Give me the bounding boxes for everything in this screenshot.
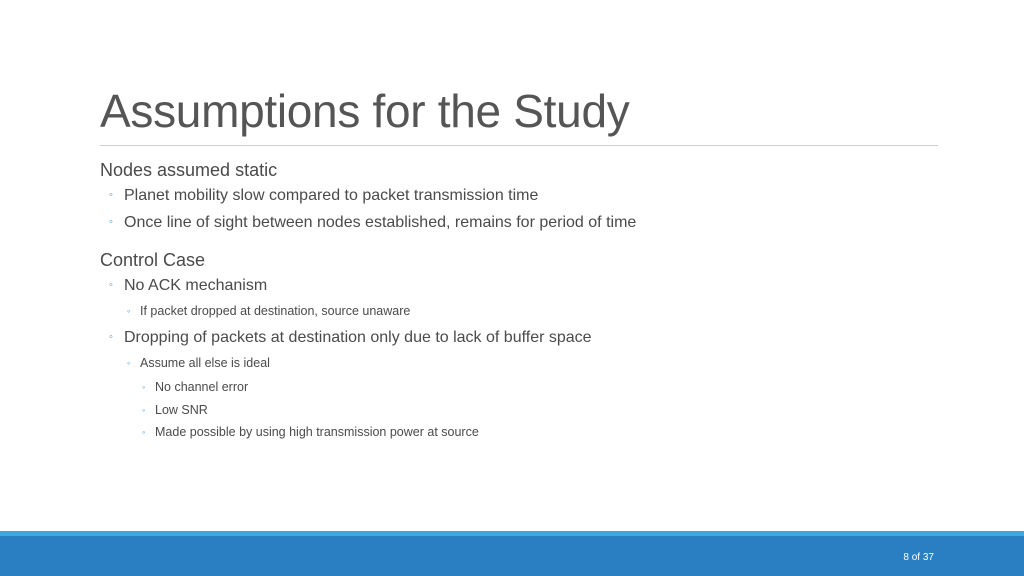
bullet-item (100, 182, 940, 209)
page-number: 8 of 37 (903, 552, 934, 563)
bullet-text: No channel error (155, 380, 249, 394)
bullet-text: No ACK mechanism (124, 277, 268, 294)
bullet-icon: ◦ (109, 279, 113, 291)
footer-bar (0, 536, 1024, 576)
bullet-icon: ◦ (127, 358, 131, 368)
slide-content (100, 158, 940, 444)
title-divider (100, 145, 938, 146)
bullet-item (100, 209, 940, 236)
sub-bullet-item (100, 351, 940, 376)
bullet-text: Assume all else is ideal (140, 356, 270, 370)
bullet-text: If packet dropped at destination, source unaware (140, 304, 411, 318)
sub-sub-bullet-item (100, 376, 940, 399)
sub-bullet-item (100, 299, 940, 324)
bullet-icon: ◦ (109, 331, 113, 343)
bullet-text: Dropping of packets at destination only due to lack of buffer space (124, 329, 592, 346)
bullet-icon: ◦ (142, 404, 146, 415)
bullet-item (100, 272, 940, 299)
sub-sub-bullet-item (100, 399, 940, 422)
bullet-text: Low SNR (155, 402, 208, 417)
bullet-text: Planet mobility slow compared to packet transmission time (124, 187, 539, 204)
bullet-text: Made possible by using high transmission power at source (155, 425, 479, 439)
bullet-icon: ◦ (142, 382, 146, 392)
bullet-icon: ◦ (142, 427, 146, 437)
bullet-icon: ◦ (109, 189, 113, 201)
bullet-item (100, 324, 940, 351)
bullet-text: Once line of sight between nodes established, remains for period of time (124, 214, 637, 231)
bullet-icon: ◦ (127, 306, 131, 316)
section-heading: Control Case (100, 250, 206, 270)
sub-sub-bullet-item (100, 421, 940, 444)
section-heading: Nodes assumed static (100, 160, 278, 180)
slide-title: Assumptions for the Study (100, 85, 630, 137)
bullet-icon: ◦ (109, 216, 113, 228)
